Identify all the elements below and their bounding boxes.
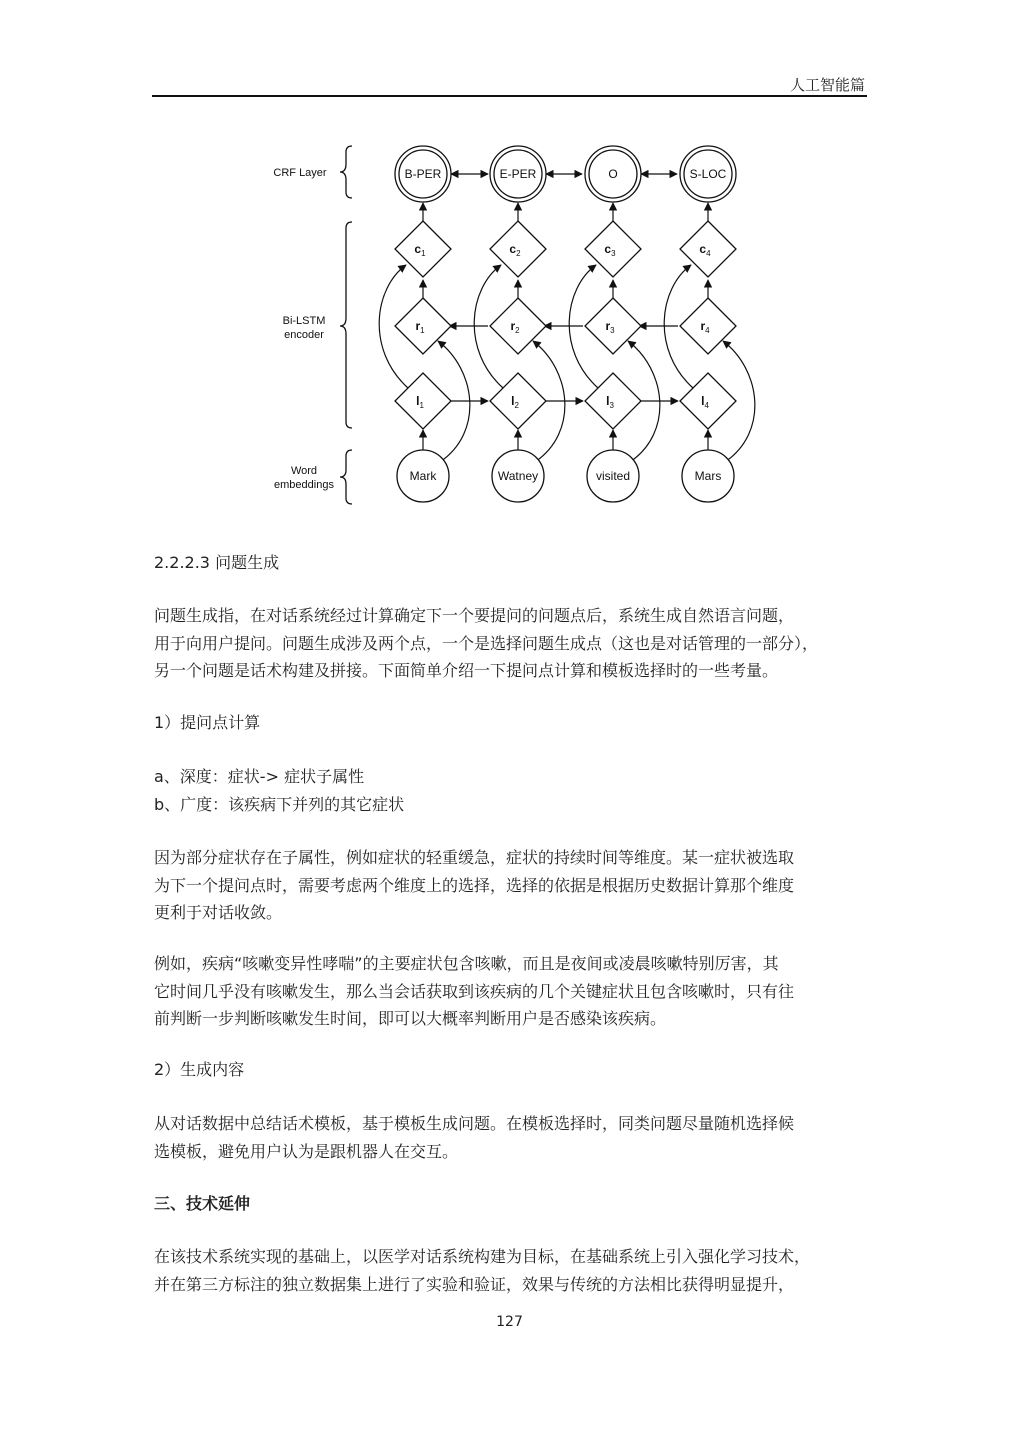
word-label: Mark (409, 469, 437, 483)
paragraph-2 (154, 844, 866, 927)
c-node-label: c (604, 242, 612, 256)
c-node-label: c (509, 242, 517, 256)
tag-label: S-LOC (689, 167, 727, 181)
r-node (680, 298, 736, 354)
text-line: 因为部分症状存在子属性，例如症状的轻重缓急，症状的持续时间等维度。某一症状被选取 (154, 848, 795, 867)
l-node (395, 373, 451, 429)
l-node-sub: 3 (609, 401, 614, 410)
embeddings-label-line1: Word (290, 465, 318, 477)
word-label: visited (595, 469, 631, 483)
page-number: 127 (496, 1314, 523, 1330)
word-label: Mars (694, 469, 722, 483)
text-line: 从对话数据中总结话术模板，基于模板生成问题。在模板选择时，同类问题尽量随机选择候 (154, 1114, 795, 1133)
text-line: 前判断一步判断咳嗽发生时间，即可以大概率判断用户是否感染该疾病。 (154, 1009, 667, 1028)
r-node-label: r (605, 319, 611, 333)
text-line: 它时间几乎没有咳嗽发生，那么当会话获取到该疾病的几个关键症状且包含咳嗽时，只有往 (154, 981, 795, 1001)
header-rule (152, 95, 867, 97)
l-node-label: l (416, 394, 420, 408)
crf-brace (340, 146, 352, 198)
c-node-label: c (414, 242, 422, 256)
bilstm-crf-figure (262, 140, 762, 515)
c-node (680, 221, 736, 277)
tag-node (490, 146, 546, 202)
c-node (395, 221, 451, 277)
c-node-sub: 1 (421, 249, 426, 258)
paragraph-4 (154, 1110, 866, 1165)
c-node (585, 221, 641, 277)
l-node (490, 373, 546, 429)
bilstm-crf-diagram (262, 140, 762, 515)
tag-label: B-PER (404, 167, 442, 181)
paragraph-3 (154, 950, 866, 1033)
c-node-sub: 4 (706, 249, 711, 258)
intro-paragraph (154, 602, 866, 685)
l-node-sub: 1 (419, 401, 424, 410)
tag-node (395, 146, 451, 202)
r-node (490, 298, 546, 354)
c-node-sub: 3 (611, 249, 616, 258)
l-node-label: l (606, 394, 610, 408)
word-node (587, 450, 639, 502)
r-node-sub: 3 (610, 326, 615, 335)
text-line: 例如，疾病“咳嗽变异性哮喘”的主要症状包含咳嗽，而且是夜间或凌晨咳嗽特别厉害，其 (154, 954, 779, 973)
word-label: Watney (497, 469, 539, 483)
text-line: 问题生成指，在对话系统经过计算确定下一个要提问的问题点后，系统生成自然语言问题， (154, 606, 795, 625)
tag-label: O (608, 167, 618, 181)
text-line: 为下一个提问点时，需要考虑两个维度上的选择，选择的依据是根据历史数据计算那个维度 (154, 875, 795, 895)
tag-label: E-PER (499, 167, 537, 181)
text-line: 在该技术系统实现的基础上，以医学对话系统构建为目标，在基础系统上引入强化学习技术， (154, 1247, 811, 1266)
subheading-1: 1）提问点计算 (154, 713, 261, 732)
r-node-label: r (510, 319, 516, 333)
subheading-2: 2）生成内容 (154, 1060, 245, 1079)
section-3-heading: 三、技术延伸 (154, 1194, 251, 1213)
r-node-label: r (415, 319, 421, 333)
tag-node (680, 146, 736, 202)
word-node (397, 450, 449, 502)
r-node (395, 298, 451, 354)
list-item: b、广度：该疾病下并列的其它症状 (154, 794, 405, 814)
text-line: 另一个问题是话术构建及拼接。下面简单介绍一下提问点计算和模板选择时的一些考量。 (154, 661, 779, 680)
l-node-sub: 2 (514, 401, 519, 410)
r-node-sub: 1 (420, 326, 425, 335)
l-node (680, 373, 736, 429)
header-title: 人工智能篇 (789, 76, 865, 94)
embeddings-label-line2: embeddings (274, 479, 334, 491)
list-item: a、深度：症状-> 症状子属性 (154, 767, 365, 786)
l-node-label: l (511, 394, 515, 408)
l-node-label: l (701, 394, 705, 408)
c-node-label: c (699, 242, 707, 256)
r-node-label: r (700, 319, 706, 333)
bilstm-label-line2: encoder (284, 329, 324, 341)
section-3-paragraph (154, 1243, 866, 1298)
tag-node (585, 146, 641, 202)
r-node-sub: 4 (705, 326, 710, 335)
word-node (682, 450, 734, 502)
criteria-list (154, 763, 866, 818)
word-node (492, 450, 544, 502)
text-line: 更利于对话收敛。 (154, 903, 283, 922)
text-line: 用于向用户提问。问题生成涉及两个点，一个是选择问题生成点（这也是对话管理的一部分）， (154, 633, 819, 653)
text-line: 并在第三方标注的独立数据集上进行了实验和验证，效果与传统的方法相比获得明显提升， (154, 1274, 795, 1294)
crf-layer-label: CRF Layer (273, 167, 327, 179)
r-node-sub: 2 (515, 326, 520, 335)
bilstm-brace (340, 222, 352, 428)
l-node-sub: 4 (704, 401, 709, 410)
bilstm-label-line1: Bi-LSTM (282, 315, 326, 327)
c-node (490, 221, 546, 277)
c-node-sub: 2 (516, 249, 521, 258)
l-node (585, 373, 641, 429)
r-node (585, 298, 641, 354)
text-line: 选模板，避免用户认为是跟机器人在交互。 (154, 1141, 459, 1161)
embeddings-brace (340, 450, 352, 504)
section-heading: 2.2.2.3 问题生成 (154, 553, 280, 572)
